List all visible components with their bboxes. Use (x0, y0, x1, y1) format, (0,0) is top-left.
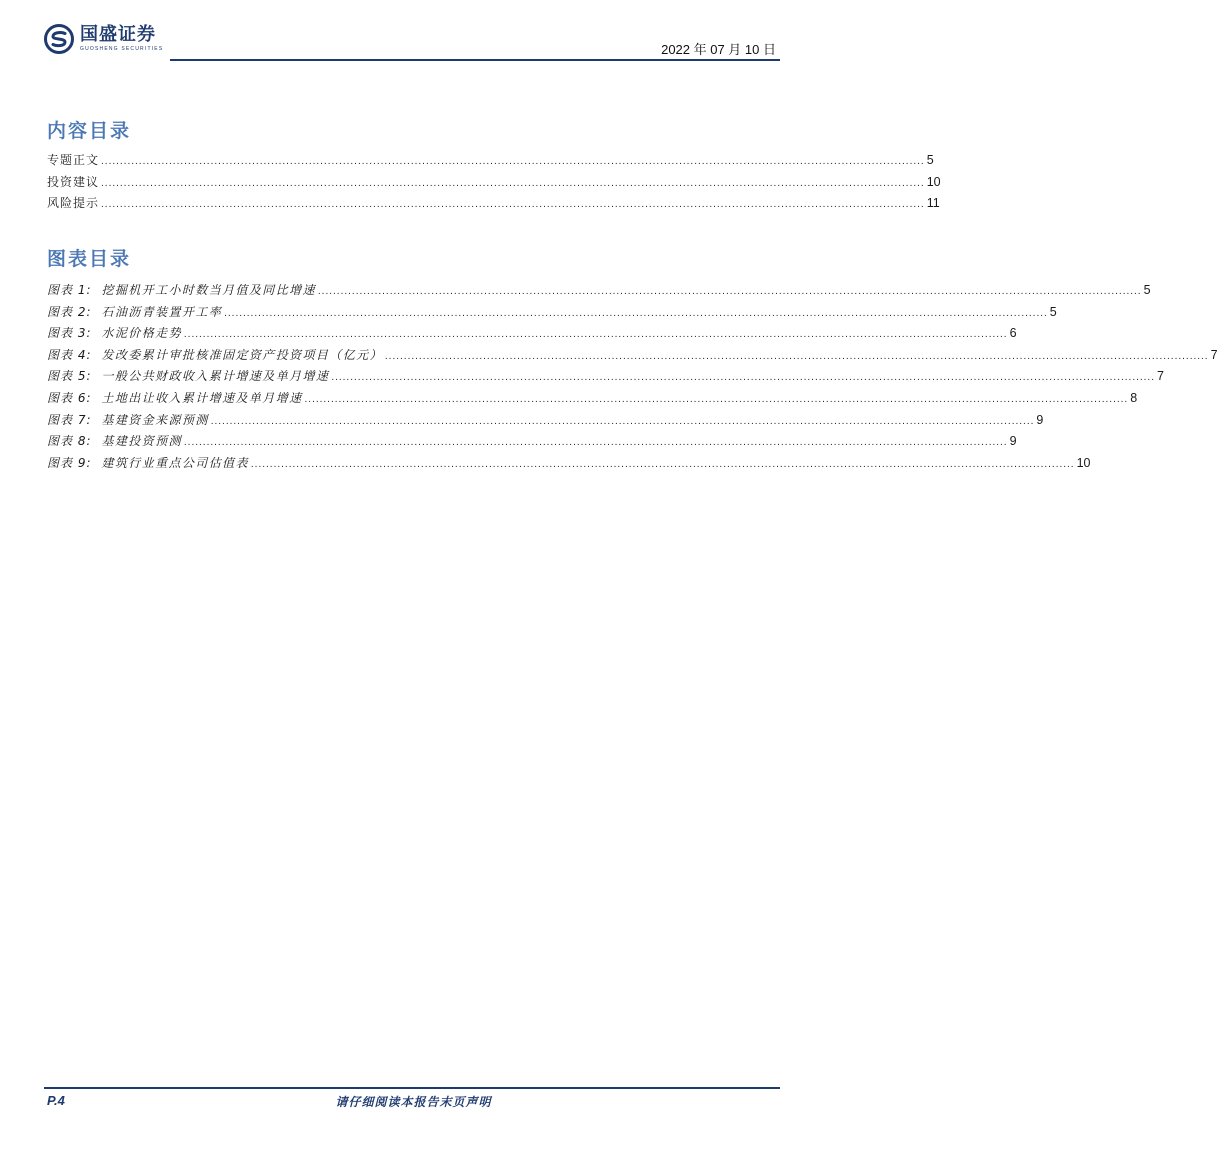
header-divider (170, 59, 780, 61)
figure-entry[interactable] (47, 345, 1218, 367)
figure-entry[interactable] (47, 366, 1164, 388)
contents-title: 内容目录 (47, 120, 132, 142)
toc-leader-dots: .......................................................................................................................................................................................................................... (101, 156, 925, 167)
figure-entry[interactable] (47, 323, 1017, 345)
figure-entry[interactable] (47, 453, 1091, 475)
toc-entry[interactable] (47, 150, 934, 172)
toc-entry-page: 11 (926, 196, 940, 211)
toc-leader-dots: .......................................................................................................................................................................................................................... (210, 415, 1035, 427)
figure-label: 一般公共财政收入累计增速及单月增速 (101, 369, 330, 384)
figure-number: 图表 2: (47, 304, 92, 319)
footer-divider (44, 1087, 780, 1089)
page-header (44, 24, 780, 64)
figure-number: 图表 4: (47, 347, 92, 362)
toc-entry[interactable] (47, 193, 940, 215)
guosheng-logo-icon (44, 24, 74, 54)
figure-page: 8 (1130, 390, 1138, 405)
toc-leader-dots: .......................................................................................................................................................................................................................... (384, 350, 1209, 362)
figure-page: 5 (1049, 304, 1057, 319)
figure-number: 图表 5: (47, 369, 92, 384)
figure-page: 6 (1009, 326, 1017, 341)
figure-entry[interactable] (47, 388, 1138, 410)
report-date: 2022 年 07 月 10 日 (661, 42, 776, 57)
figure-label: 基建资金来源预测 (101, 412, 209, 427)
toc-entry[interactable] (47, 172, 941, 194)
figure-page: 9 (1009, 434, 1017, 449)
figure-page: 10 (1076, 455, 1091, 470)
figure-page: 9 (1036, 412, 1044, 427)
toc-entry-page: 10 (926, 174, 941, 189)
logo-chinese-name: 国盛证券 (80, 24, 156, 45)
figure-number: 图表 1: (47, 283, 92, 297)
contents-list (47, 150, 941, 215)
figure-number: 图表 6: (47, 390, 92, 405)
figure-number: 图表 3: (47, 326, 92, 341)
figure-label: 土地出让收入累计增速及单月增速 (101, 390, 303, 405)
toc-entry-label: 投资建议 (47, 174, 100, 189)
toc-leader-dots: .......................................................................................................................................................................................................................... (250, 458, 1075, 470)
figure-number: 图表 8: (47, 434, 92, 449)
figure-page: 7 (1157, 369, 1164, 384)
figure-label: 建筑行业重点公司估值表 (101, 455, 249, 470)
toc-leader-dots: .......................................................................................................................................................................................................................... (101, 177, 925, 189)
page-number: P.4 (47, 1093, 65, 1108)
figure-number: 图表 7: (47, 412, 92, 427)
toc-leader-dots: .......................................................................................................................................................................................................................... (224, 307, 1048, 319)
figure-number: 图表 9: (47, 455, 92, 470)
figure-entry[interactable] (47, 302, 1057, 324)
disclaimer-note: 请仔细阅读本报告末页声明 (335, 1095, 492, 1109)
figures-list (47, 280, 1218, 474)
figures-title: 图表目录 (47, 248, 132, 270)
toc-entry-label: 风险提示 (47, 196, 100, 211)
figure-label: 挖掘机开工小时数当月值及同比增速 (101, 283, 316, 297)
figure-page: 5 (1143, 283, 1151, 297)
figure-entry[interactable] (47, 431, 1017, 453)
figure-entry[interactable] (47, 410, 1044, 432)
toc-leader-dots: .......................................................................................................................................................................................................................... (304, 393, 1129, 405)
toc-entry-page: 5 (926, 153, 934, 167)
logo-english-name: GUOSHENG SECURITIES (80, 46, 164, 52)
toc-entry-label: 专题正文 (47, 153, 100, 167)
figure-entry[interactable] (47, 280, 1151, 302)
company-logo (44, 24, 163, 54)
figure-label: 基建投资预测 (101, 434, 182, 449)
toc-leader-dots: .......................................................................................................................................................................................................................... (101, 199, 925, 211)
toc-leader-dots: .......................................................................................................................................................................................................................... (183, 437, 1008, 449)
toc-leader-dots: .......................................................................................................................................................................................................................... (183, 329, 1008, 341)
figure-label: 发改委累计审批核准固定资产投资项目（亿元） (101, 347, 383, 362)
figure-label: 石油沥青装置开工率 (101, 304, 223, 319)
toc-leader-dots: .......................................................................................................................................................................................................................... (331, 372, 1155, 384)
figure-label: 水泥价格走势 (101, 326, 182, 341)
toc-leader-dots: .......................................................................................................................................................................................................................... (317, 286, 1142, 297)
figure-page: 7 (1210, 347, 1218, 362)
